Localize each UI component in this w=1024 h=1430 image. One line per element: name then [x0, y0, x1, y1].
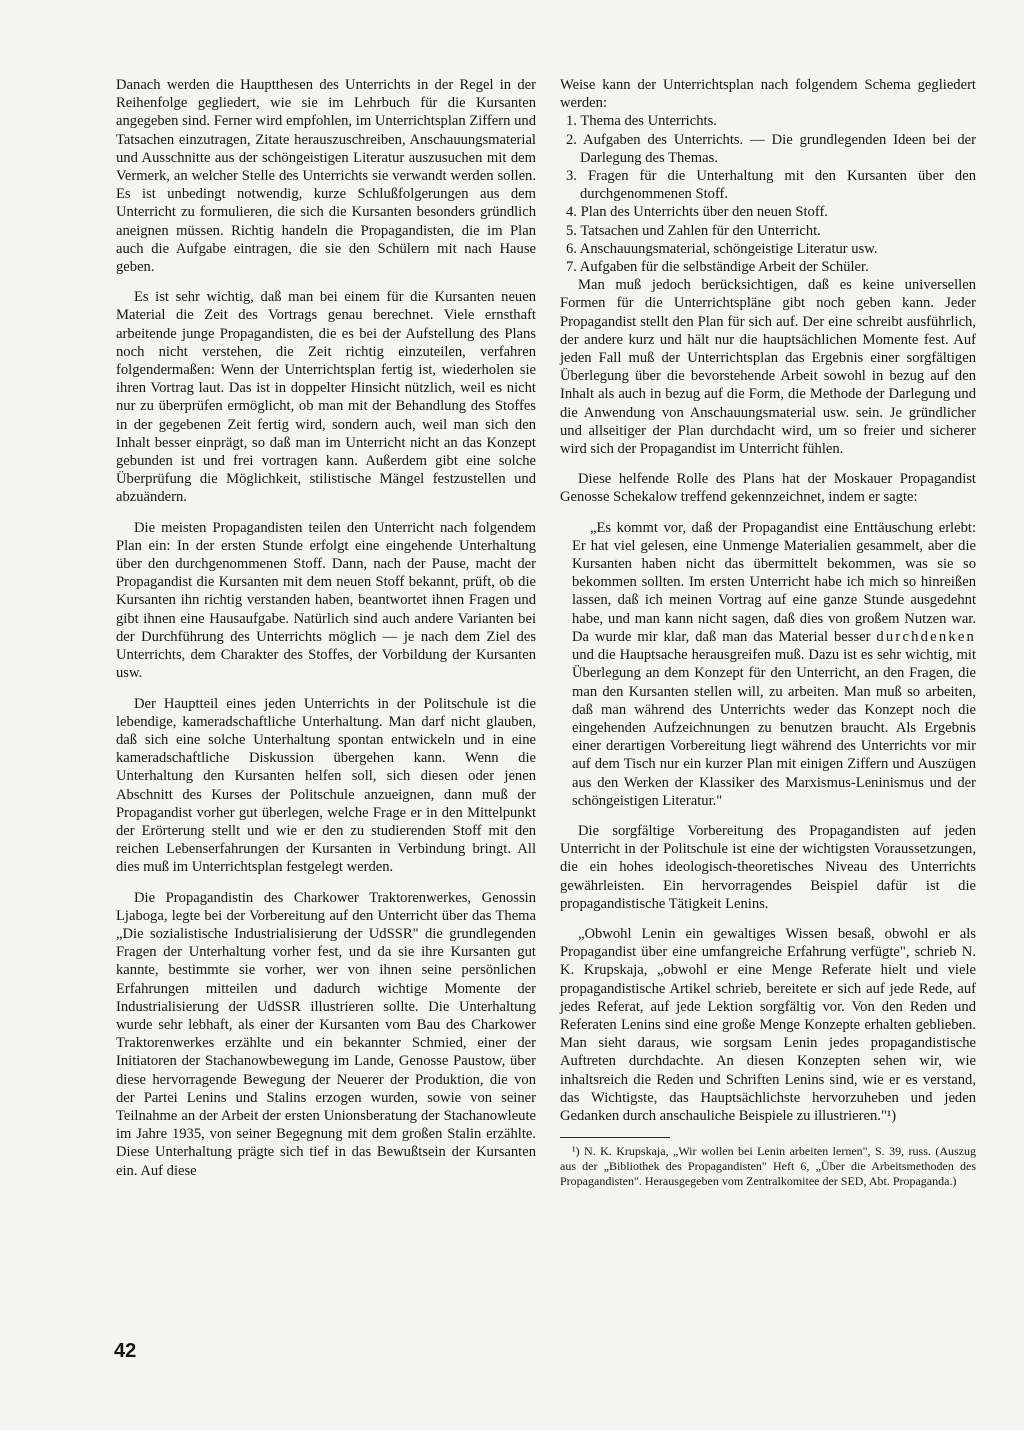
paragraph: Die sorgfältige Vorbereitung des Propagandisten auf jeden Unterricht in der Politschule ist eine der wichtigsten Voraussetzungen, die ein hohes ideologisch-theoretisches Niveau des Unterrichts gewährleisten. Ein hervorragendes Beispiel dafür ist die propagandistische Tätigkeit Lenins. — [560, 822, 976, 912]
paragraph: Man muß jedoch berücksichtigen, daß es keine universellen Formen für die Unterrichtspläne gibt noch geben kann. Jeder Propagandist stellt den Plan für sich auf. Der eine schreibt ausführlich, der andere kurz und hält nur die hauptsächlichen Momente fest. Auf jeden Fall muß der Unterrichtsplan das Ergebnis einer sorgfältigen Überlegung über die bevorstehende Arbeit sowohl in bezug auf den Inhalt als auch in bezug auf die Form, die Methode der Darlegung und die Anwendung von Anschauungsmaterial usw. sein. Je gründlicher und allseitiger der Plan durchdacht wird, um so freier und sicherer wird sich der Propagandist im Unterricht fühlen. — [560, 277, 976, 458]
list-item: 2. Aufgaben des Unterrichts. — Die grundlegenden Ideen bei der Darlegung des Themas. — [566, 131, 976, 166]
page-number: 42 — [114, 1340, 137, 1362]
right-column — [560, 76, 976, 1189]
quote-schekalow — [572, 519, 976, 810]
quote-text-part: und die Hauptsache herausgreifen muß. Dazu ist es sehr wichtig, mit Überlegung an dem Konzept für den Unterricht, an den Fragen, die man den Kursanten stellen will, zu arbeiten. Man muß so arbeiten, daß man während des Unterrichts weder das Konzept noch die eingehenden Aufzeichnungen zu benutzen braucht. Als Ergebnis einer derartigen Vorbereitung liegt während des Unterrichts vor mir auf dem Tisch nur ein kurzer Plan mit einigen Ziffern und Auszügen aus den Werken der Klassiker des Marxismus-Leninismus und der schöngeistigen Literatur." — [572, 647, 976, 809]
paragraph: Der Hauptteil eines jeden Unterrichts in der Politschule ist die lebendige, kameradschaftliche Unterhaltung. Man darf nicht glauben, daß sich eine solche Unterhaltung spontan entwickeln und in eine kameradschaftliche Diskussion übergehen kann. Wenn die Unterhaltung den Kursanten helfen soll, sich diesen oder jenen Abschnitt des Kurses der Politschule anzueignen, dann muß der Propagandist vorher gut überlegen, welche Frage er in den Mittelpunkt der Erörterung stellt und wie er den zu studierenden Stoff mit den reichen Lebenserfahrungen der Kursanten in Verbindung bringt. All dies muß im Unterrichtsplan festgelegt werden. — [116, 695, 536, 876]
paragraph: Diese helfende Rolle des Plans hat der Moskauer Propagandist Genosse Schekalow treffend gekennzeichnet, indem er sagte: — [560, 471, 976, 506]
left-column — [116, 76, 536, 1192]
list-item: 7. Aufgaben für die selbständige Arbeit der Schüler. — [566, 259, 869, 276]
list-item: 4. Plan des Unterrichts über den neuen Stoff. — [566, 204, 828, 221]
paragraph: Es ist sehr wichtig, daß man bei einem für die Kursanten neuen Material die Zeit des Vortrags genau berechnet. Viele ernsthaft arbeitende junge Propagandisten, die es bei der Aufstellung des Plans noch nicht verstehen, die Zeit richtig einzuteilen, verfahren folgendermaßen: Wenn der Unterrichtsplan fertig ist, wiederholen sie ihren Vortrag laut. Das ist in doppelter Hinsicht nützlich, weil es nicht nur zu überprüfen ermöglicht, ob man mit der Behandlung des Stoffes in der gegebenen Zeit fertig wird, sondern auch, weil man sich den Inhalt besser einprägt, so daß man im Unterricht nicht an das Konzept gebunden ist und frei vortragen kann. Außerdem gibt eine solche Überprüfung die Möglichkeit, stilistische Mängel festzustellen und abzuändern. — [116, 289, 536, 506]
list-item: 3. Fragen für die Unterhaltung mit den Kursanten über den durchgenommenen Stoff. — [566, 168, 976, 203]
footnote-divider — [560, 1137, 670, 1138]
list-item: 1. Thema des Unterrichts. — [566, 113, 717, 130]
quote-text-part: „Es kommt vor, daß der Propagandist eine Enttäuschung erlebt: Er hat viel gelesen, eine Unmenge Materialien gesammelt, aber die Kursanten haben nicht das übermittelt bekommen, was sie so bekommen sollten. Im ersten Unterricht habe ich mich so hinreißen lassen, daß ich meinen Vortrag auf eine ganze Stunde ausgedehnt habe, und man kann nicht sagen, daß dies von großem Nutzen war. Da wurde mir klar, daß man das Material besser — [572, 519, 976, 645]
paragraph: Die meisten Propagandisten teilen den Unterricht nach folgendem Plan ein: In der ersten Stunde erfolgt eine eingehende Unterhaltung über den durchgenommenen Stoff. Dann, nach der Pause, macht der Propagandist die Kursanten mit dem neuen Stoff bekannt, prüft, ob die Kursanten ihn richtig verstanden haben, beantwortet ihnen Fragen und gibt ihnen eine Hausaufgabe. Natürlich sind auch andere Varianten bei der Durchführung des Unterrichts möglich — je nach dem Ziel des Unterrichts, dem Charakter des Stoffes, der Vorbildung der Kursanten usw. — [116, 519, 536, 682]
paragraph: Weise kann der Unterrichtsplan nach folgendem Schema gegliedert werden: — [560, 77, 976, 112]
list-item: 6. Anschauungsmaterial, schöngeistige Literatur usw. — [566, 240, 878, 257]
emphasized-word: durchdenken — [876, 628, 976, 645]
quote-krupskaja: „Obwohl Lenin ein gewaltiges Wissen besaß, obwohl er als Propagandist über eine umfangreiche Erfahrung verfügte", schrieb N. K. Krupskaja, „obwohl er eine Menge Referate hielt und viele propagandistische Artikel schrieb, bereitete er sich auf jede Rede, auf jedes Referat, auf jede Lektion sorgfältig vor. Von den Reden und Referaten Lenins sind eine große Menge Konzepte erhalten geblieben. Man sieht daraus, wie sorgsam Lenin jedes propagandistische Auftreten durchdachte. An diesen Konzepten sehen wir, wie inhaltsreich die Reden und Schriften Lenins sind, wie er es verstand, das Wichtigste, das Hauptsächlichste hervorzuheben und jeden Gedanken durch anschauliche Beispiele zu illustrieren."¹) — [560, 925, 976, 1124]
paragraph: Die Propagandistin des Charkower Traktorenwerkes, Genossin Ljaboga, legte bei der Vorbereitung auf den Unterricht über das Thema „Die sozialistische Industrialisierung der UdSSR" die grundlegenden Fragen der Unterhaltung vorher fest, und da sie ihre Kursanten gut kannte, bestimmte sie vorher, wer von ihnen seine persönlichen Erfahrungen mitteilen und dadurch wichtige Momente der Industrialisierung der UdSSR illustrieren sollte. Die Unterhaltung wurde sehr lebhaft, als einer der Kursanten vom Bau des Charkower Traktorenwerkes erzählte und ein bekannter Schmied, einer der Initiatoren der Stachanowbewegung im Lande, Genosse Paustow, über diese hervorragende Bewegung der Neuerer der Produktion, die von der Partei Lenins und Stalins erzogen wurden, sowie von seiner Teilnahme an der Arbeit der ersten Unionsberatung der Stachanowleute im Jahre 1935, von seiner Begegnung mit dem großen Stalin erzählte. Diese Unterhaltung prägte sich tief in das Bewußtsein der Kursanten ein. Auf diese — [116, 889, 536, 1179]
schema-list — [560, 112, 976, 276]
quote-text — [572, 519, 976, 810]
paragraph: Danach werden die Hauptthesen des Unterrichts in der Regel in der Reihenfolge gegliedert, wie sie im Lehrbuch für die Kursanten angegeben sind. Ferner wird empfohlen, im Unterrichtsplan Ziffern und Tatsachen einzutragen, Zitate herauszuschreiben, Anschauungsmaterial und Ausschnitte aus der schöngeistigen Literatur auszusuchen mit dem Vermerk, an welcher Stelle des Unterrichts sie verwandt werden sollen. Es ist unbedingt notwendig, kurze Schlußfolgerungen aus dem Unterricht zu formulieren, die sich die Kursanten besonders gründlich aneignen müssen. Richtig handeln die Propagandisten, die im Plan auch die Aufgabe eintragen, die sie den Schülern mit nach Hause geben. — [116, 77, 536, 276]
list-item: 5. Tatsachen und Zahlen für den Unterricht. — [566, 222, 821, 239]
footnote: ¹) N. K. Krupskaja, „Wir wollen bei Lenin arbeiten lernen", S. 39, russ. (Auszug aus der „Bibliothek des Propagandisten" Heft 6, „Über die Arbeitsmethoden des Propagandisten". Herausgegeben vom Zentralkomitee der SED, Abt. Propaganda.) — [560, 1144, 976, 1189]
